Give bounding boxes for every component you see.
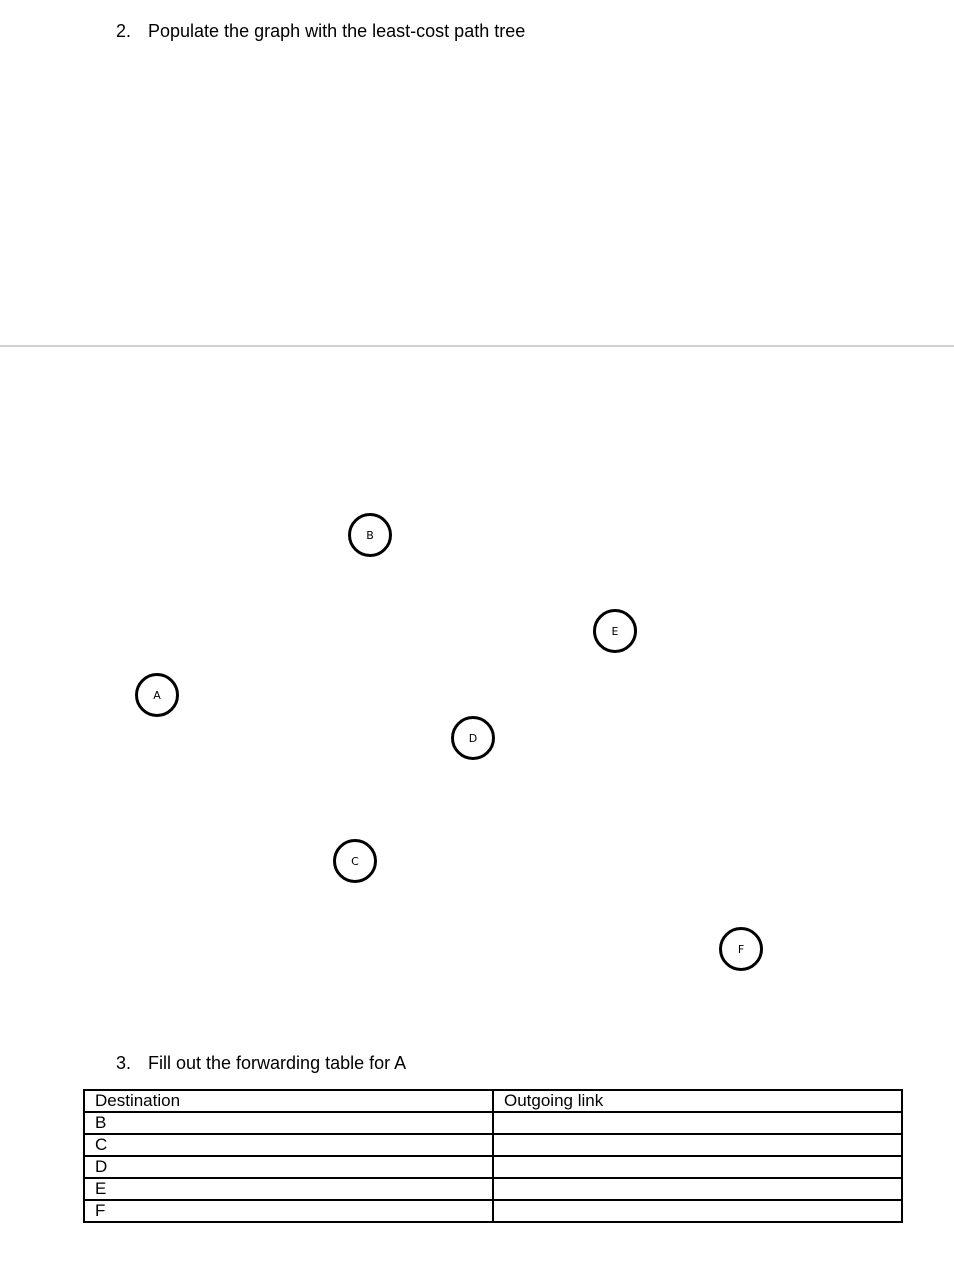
graph-node-f: [719, 927, 763, 971]
destination-cell: C: [84, 1134, 493, 1156]
graph-node-b: [348, 513, 392, 557]
table-header-row: [84, 1090, 902, 1112]
graph-node-c-label: C: [351, 854, 359, 868]
graph-node-a: [135, 673, 179, 717]
graph-node-e: [593, 609, 637, 653]
outgoing-link-cell[interactable]: [493, 1156, 902, 1178]
table-row: [84, 1200, 902, 1222]
outgoing-link-cell[interactable]: [493, 1178, 902, 1200]
graph-node-b-label: B: [366, 528, 374, 542]
graph-node-a-label: A: [153, 688, 161, 702]
table-row: [84, 1112, 902, 1134]
outgoing-link-cell[interactable]: [493, 1200, 902, 1222]
forwarding-table: [83, 1089, 903, 1223]
question-3: [116, 1052, 406, 1074]
table-row: [84, 1178, 902, 1200]
destination-cell: B: [84, 1112, 493, 1134]
question-2-text: Populate the graph with the least-cost path tree: [148, 21, 526, 41]
graph-node-e-label: E: [611, 624, 619, 638]
destination-cell: D: [84, 1156, 493, 1178]
outgoing-link-cell[interactable]: [493, 1134, 902, 1156]
outgoing-link-cell[interactable]: [493, 1112, 902, 1134]
question-3-number: 3.: [116, 1053, 132, 1073]
question-2: [116, 20, 525, 42]
graph-node-c: [333, 839, 377, 883]
page-divider: [0, 345, 954, 347]
header-outgoing-link: Outgoing link: [493, 1090, 902, 1112]
question-3-text: Fill out the forwarding table for A: [148, 1053, 407, 1073]
question-2-number: 2.: [116, 21, 132, 41]
destination-cell: E: [84, 1178, 493, 1200]
table-row: [84, 1134, 902, 1156]
header-destination: Destination: [84, 1090, 493, 1112]
graph-node-f-label: F: [737, 942, 745, 956]
destination-cell: F: [84, 1200, 493, 1222]
table-row: [84, 1156, 902, 1178]
graph-node-d-label: D: [468, 731, 478, 745]
graph-node-d: [451, 716, 495, 760]
